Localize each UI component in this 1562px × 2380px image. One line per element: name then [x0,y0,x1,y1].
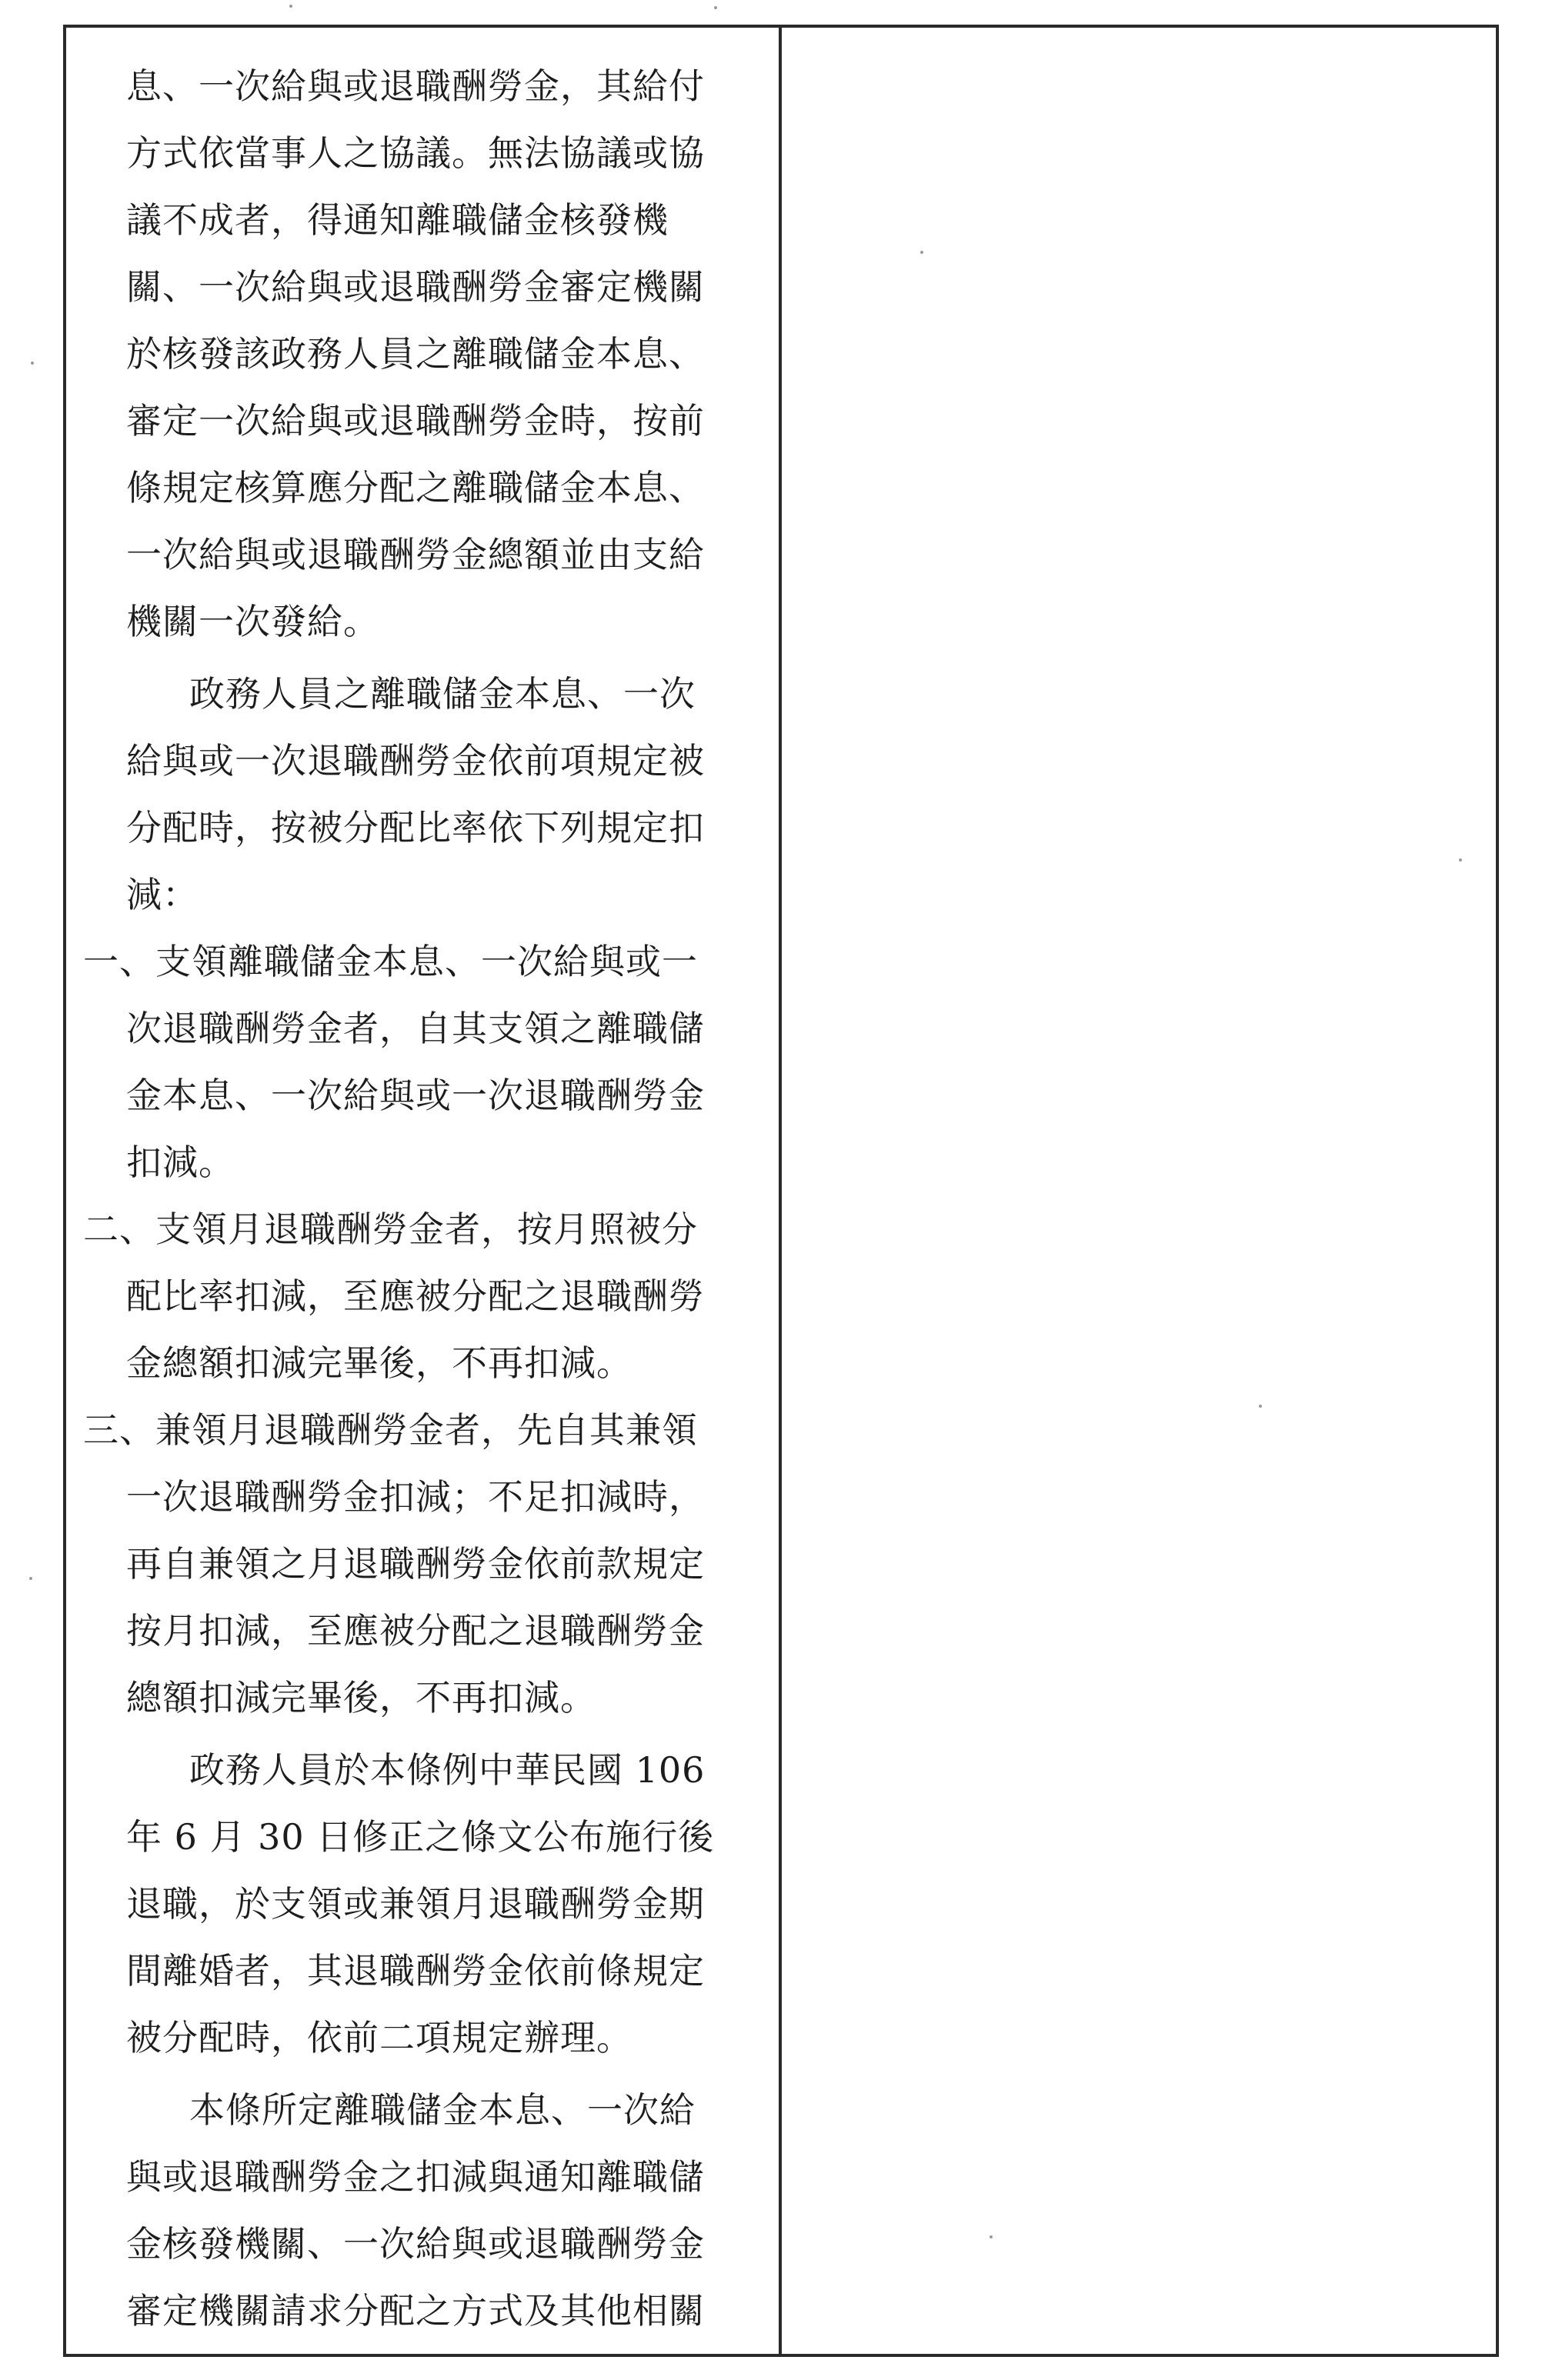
list-item-1: 一、支領離職儲金本息、一次給與或一 [83,941,698,982]
scan-speck [29,1577,32,1580]
text-line: 再自兼領之月退職酬勞金依前款規定 [126,1543,705,1585]
text-line: 按月扣減，至應被分配之退職酬勞金 [126,1610,705,1652]
scan-speck [1459,858,1462,862]
scan-speck [289,5,292,8]
text-line: 金總額扣減完畢後，不再扣減。 [126,1342,632,1384]
text-line: 年 6 月 30 日修正之條文公布施行後 [126,1816,715,1858]
scan-speck [1259,1405,1262,1408]
text-line: 金本息、一次給與或一次退職酬勞金 [126,1075,705,1116]
text-line: 審定一次給與或退職酬勞金時，按前 [126,400,705,442]
text-line: 機關一次發給。 [126,601,379,642]
text-line: 與或退職酬勞金之扣減與通知離職儲 [126,2156,705,2198]
text-line: 扣減。 [126,1142,235,1183]
text-line: 分配時，按被分配比率依下列規定扣 [126,807,705,848]
text-line: 審定機關請求分配之方式及其他相關 [126,2290,705,2332]
paragraph-start: 本條所定離職儲金本息、一次給 [189,2089,696,2131]
text-line: 於核發該政務人員之離職儲金本息、 [126,333,705,375]
text-line: 總額扣減完畢後，不再扣減。 [126,1677,596,1718]
text-line: 金核發機關、一次給與或退職酬勞金 [126,2223,705,2265]
text-line: 給與或一次退職酬勞金依前項規定被 [126,740,705,782]
text-line: 息、一次給與或退職酬勞金，其給付 [126,65,705,107]
text-line: 關、一次給與或退職酬勞金審定機關 [126,266,705,308]
text-line: 減： [126,874,199,915]
text-line: 被分配時，依前二項規定辦理。 [126,2017,632,2058]
scan-speck [990,2235,993,2238]
text-line: 次退職酬勞金者，自其支領之離職儲 [126,1008,705,1049]
text-line: 間離婚者，其退職酬勞金依前條規定 [126,1950,705,1992]
text-line: 議不成者，得通知離職儲金核發機 [126,199,669,241]
text-line: 條規定核算應分配之離職儲金本息、 [126,467,705,508]
document-table [63,25,1499,2357]
text-line: 退職，於支領或兼領月退職酬勞金期 [126,1883,705,1925]
text-line: 方式依當事人之協議。無法協議或協 [126,132,705,174]
scan-speck [714,6,717,9]
scan-speck [31,362,34,365]
left-column [66,28,782,2354]
paragraph-start: 政務人員於本條例中華民國 106 [189,1749,706,1791]
text-line: 一次給與或退職酬勞金總額並由支給 [126,534,705,575]
right-column [782,28,1496,2354]
scan-speck [920,251,923,254]
list-item-2: 二、支領月退職酬勞金者，按月照被分 [83,1208,698,1250]
text-line: 一次退職酬勞金扣減；不足扣減時， [126,1476,705,1518]
paragraph-start: 政務人員之離職儲金本息、一次 [189,673,696,715]
list-item-3: 三、兼領月退職酬勞金者，先自其兼領 [83,1409,698,1451]
text-line: 配比率扣減，至應被分配之退職酬勞 [126,1275,705,1317]
